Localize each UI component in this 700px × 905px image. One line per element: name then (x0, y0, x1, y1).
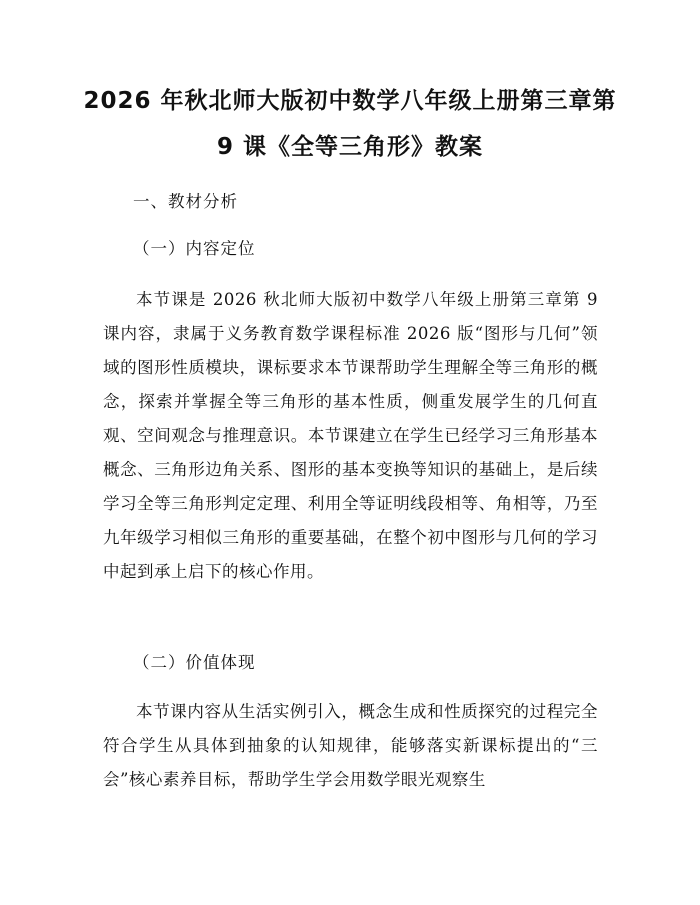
subsection-heading-content-positioning: （一）内容定位 (133, 239, 256, 258)
paragraph-content-positioning: 本节课是 2026 秋北师大版初中数学八年级上册第三章第 9 课内容，隶属于义务教育数学课程标准 2026 版“图形与几何”领域的图形性质模块，课标要求本节课帮助学生理解全等三角形的概念，探索并掌握全等三角形的基本性质，侧重发展学生的几何直观、空间观念与推理意识。本节课建立在学生已经学习三角形基本概念、三角形边角关系、图形的基本变换等知识的基础上，是后续学习全等三角形判定定理、利用全等证明线段相等、角相等，乃至九年级学习相似三角形的重要基础，在整个初中图形与几何的学习中起到承上启下的核心作用。 (103, 290, 598, 581)
paragraph-value: 本节课内容从生活实例引入，概念生成和性质探究的过程完全符合学生从具体到抽象的认知规律，能够落实新课标提出的“三会”核心素养目标，帮助学生学会用数学眼光观察生 (103, 702, 598, 789)
document-title: 2026 年秋北师大版初中数学八年级上册第三章第 9 课《全等三角形》教案 (83, 88, 617, 160)
section-heading-textbook-analysis: 一、教材分析 (133, 192, 238, 211)
subsection-heading-value: （二）价值体现 (133, 653, 256, 672)
